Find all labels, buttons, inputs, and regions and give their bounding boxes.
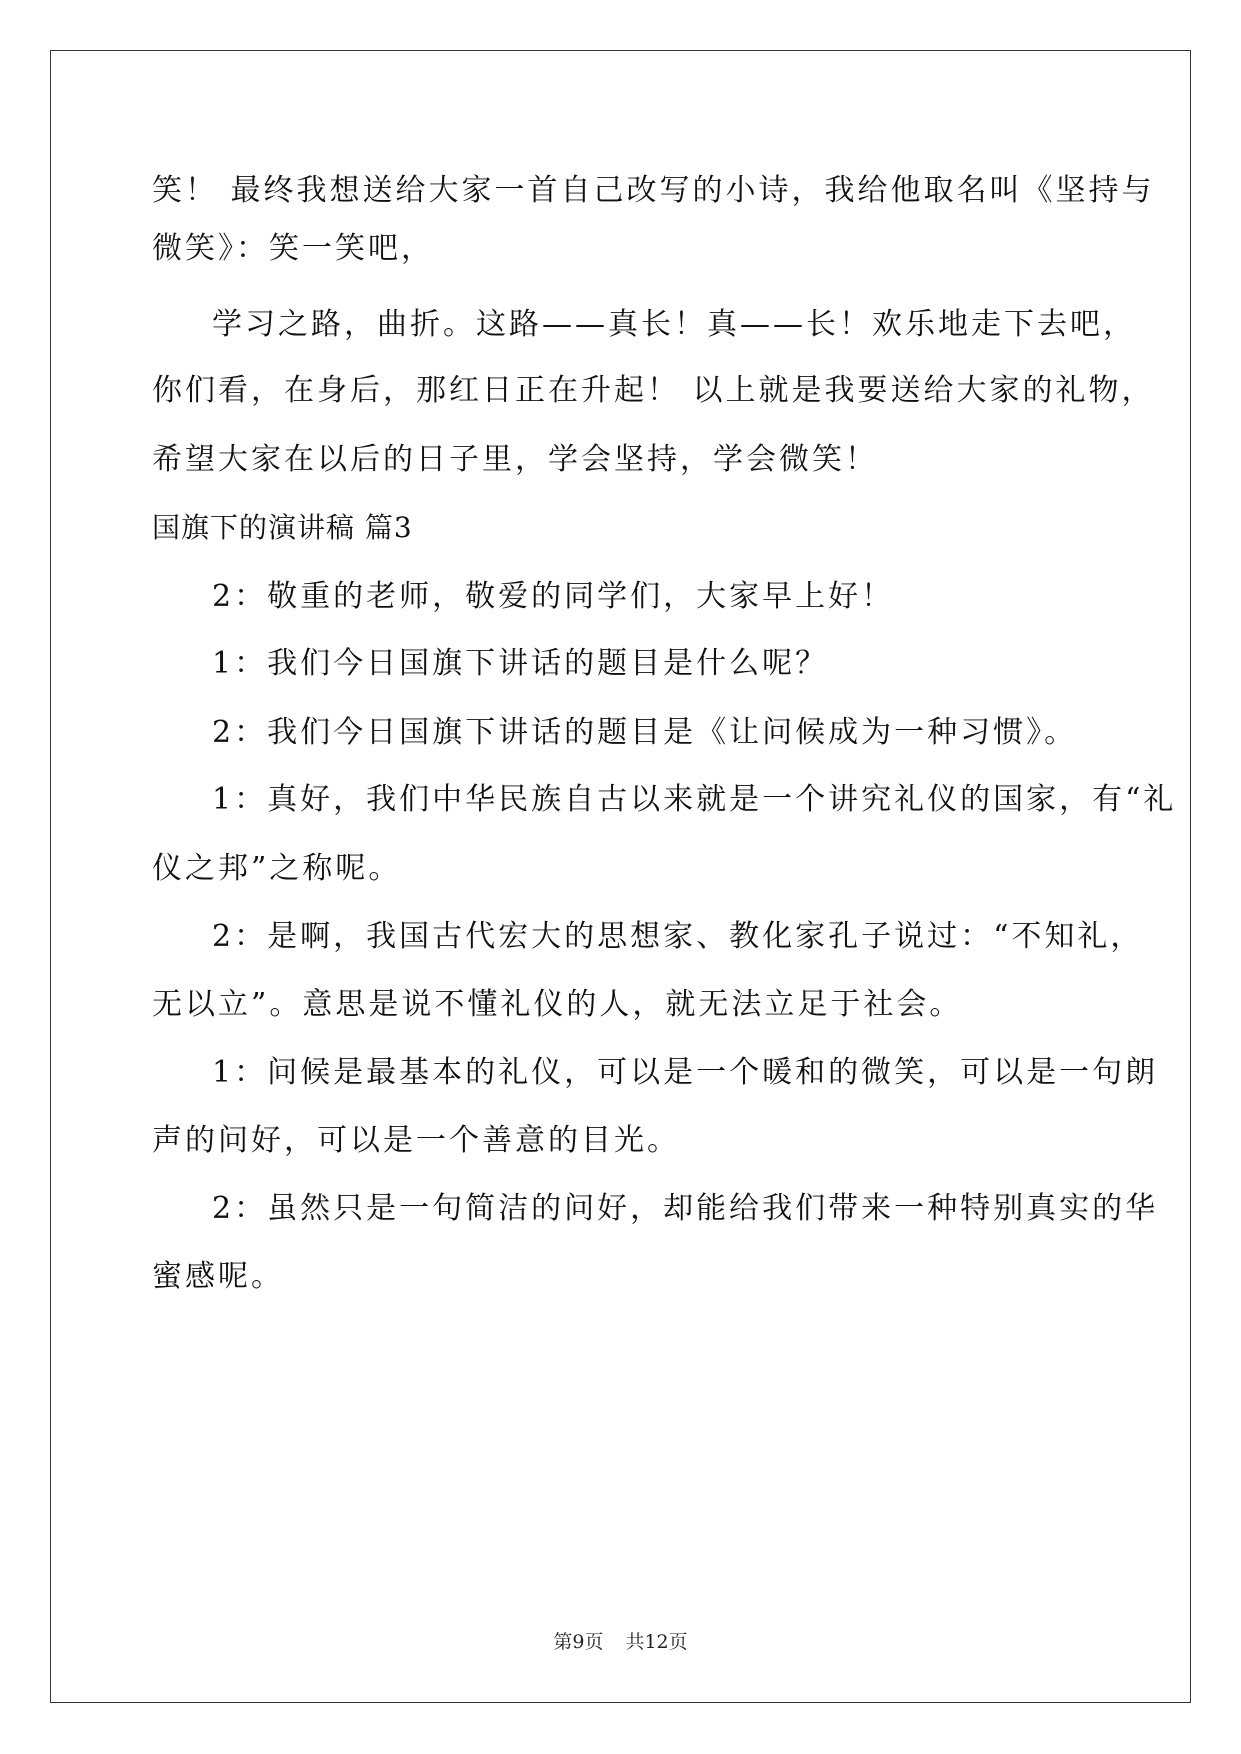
body-line: 你们看，在身后，那红日正在升起！ 以上就是我要送给大家的礼物， <box>152 373 1155 408</box>
page-number: 第9页 <box>553 1631 604 1653</box>
body-line: 1：真好，我们中华民族自古以来就是一个讲究礼仪的国家，有“礼 <box>212 782 1177 817</box>
body-line: 蜜感呢。 <box>152 1259 284 1294</box>
body-line: 微笑》：笑一笑吧， <box>152 231 434 266</box>
body-line: 1：我们今日国旗下讲话的题目是什么呢？ <box>212 646 829 681</box>
body-line: 笑！ 最终我想送给大家一首自己改写的小诗，我给他取名叫《坚持与 <box>152 173 1155 208</box>
body-line: 2：虽然只是一句简洁的问好，却能给我们带来一种特别真实的华 <box>212 1191 1159 1226</box>
body-line: 希望大家在以后的日子里，学会坚持，学会微笑！ <box>152 442 878 477</box>
body-line: 学习之路，曲折。这路——真长！真——长！欢乐地走下去吧， <box>212 307 1136 342</box>
body-line: 仪之邦”之称呢。 <box>152 851 402 886</box>
page-total: 共12页 <box>625 1631 688 1653</box>
body-line: 2：敬重的老师，敬爱的同学们，大家早上好！ <box>212 579 895 614</box>
body-line: 声的问好，可以是一个善意的目光。 <box>152 1123 680 1158</box>
body-line: 2：我们今日国旗下讲话的题目是《让问候成为一种习惯》。 <box>212 715 1078 750</box>
body-line: 无以立”。意思是说不懂礼仪的人，就无法立足于社会。 <box>152 987 963 1022</box>
body-line: 2：是啊，我国古代宏大的思想家、教化家孔子说过：“不知礼， <box>212 919 1144 954</box>
body-line: 1：问候是最基本的礼仪，可以是一个暖和的微笑，可以是一句朗 <box>212 1055 1159 1090</box>
section-heading: 国旗下的演讲稿 篇3 <box>152 511 413 544</box>
page-footer <box>0 1629 1241 1655</box>
